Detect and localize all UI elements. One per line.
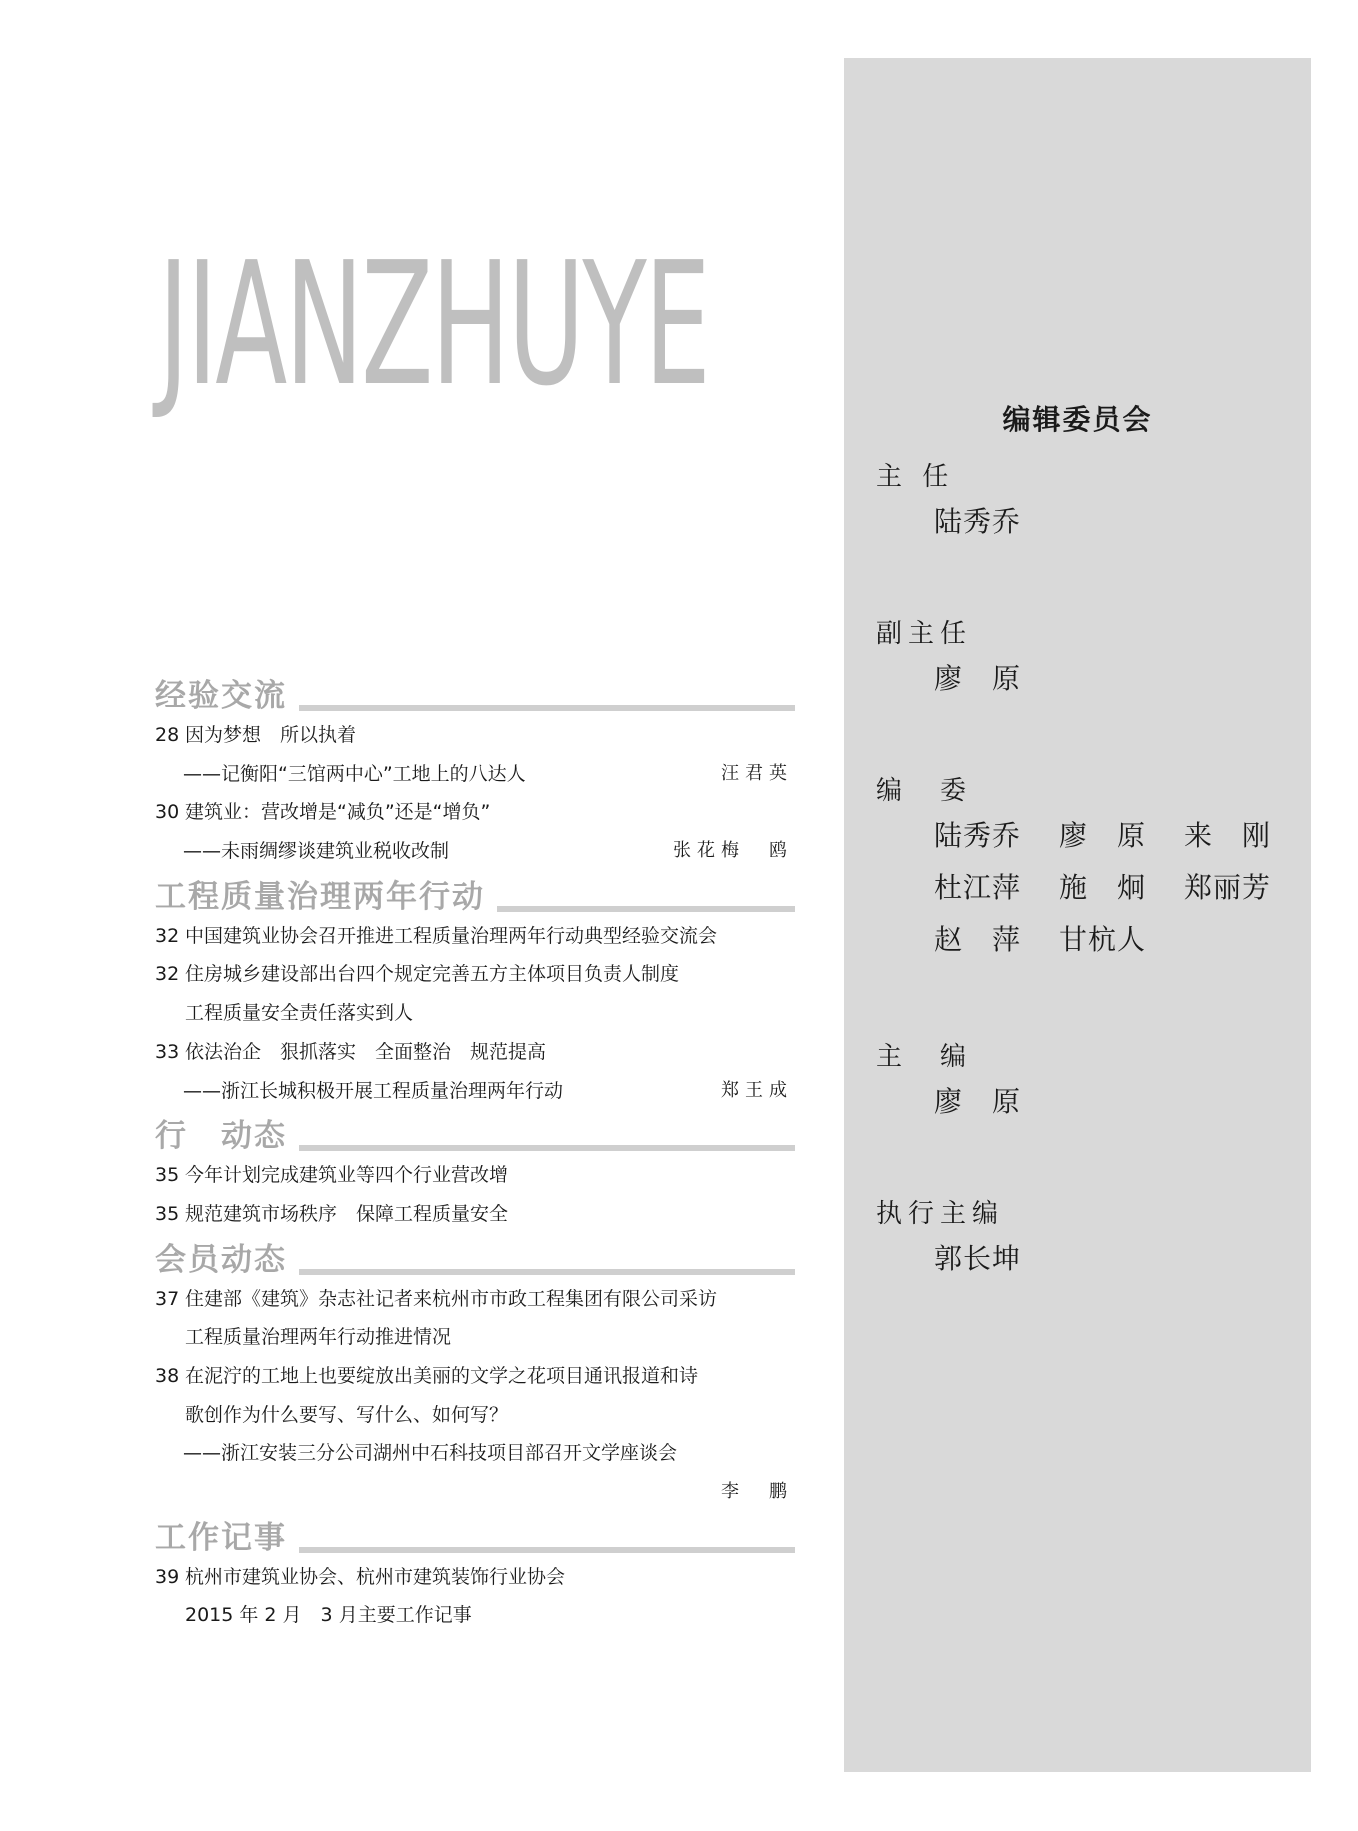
- entry-author: 张花梅 鸥: [673, 840, 793, 862]
- toc-entry: [155, 1318, 795, 1357]
- member-name: 郭长坤: [934, 1242, 1022, 1275]
- entry-title: 2015 年 2 月 3 月主要工作记事: [185, 1604, 472, 1627]
- board-role-label: 编 委: [876, 776, 973, 806]
- member-name: 廖 原: [1059, 819, 1147, 852]
- section-rule: [299, 705, 795, 711]
- member-name: 陆秀乔: [934, 819, 1022, 852]
- toc-entry: [155, 1072, 795, 1111]
- names-row: [934, 496, 1059, 548]
- toc-entry: [155, 1396, 795, 1435]
- page-number: 37: [155, 1287, 180, 1310]
- names-row: [934, 1233, 1059, 1285]
- member-name: 来 刚: [1184, 819, 1272, 852]
- page-number: 35: [155, 1164, 180, 1187]
- toc-entry: [155, 917, 795, 956]
- member-name: 陆秀乔: [934, 505, 1022, 538]
- board-role-names: [934, 496, 1059, 548]
- toc-section-header: [155, 1512, 795, 1558]
- toc-entry: [155, 1596, 795, 1635]
- board-role-names: [934, 1233, 1059, 1285]
- board-role-names: [934, 653, 1059, 705]
- entry-title: 杭州市建筑业协会、杭州市建筑装饰行业协会: [185, 1565, 566, 1588]
- editorial-board-panel: [844, 58, 1311, 1772]
- member-name: 郑丽芳: [1184, 871, 1272, 904]
- entry-author: 汪君英: [721, 762, 793, 784]
- toc-entry: [155, 1558, 795, 1597]
- entry-title: 在泥泞的工地上也要绽放出美丽的文学之花项目通讯报道和诗: [185, 1364, 699, 1387]
- section-title: 会员动态: [155, 1241, 287, 1278]
- page-number: 39: [155, 1565, 180, 1588]
- board-role-names: [934, 810, 1309, 966]
- names-row: [934, 810, 1309, 862]
- page-number: 35: [155, 1202, 180, 1225]
- section-title: 工程质量治理两年行动: [155, 878, 485, 915]
- toc-entry: [155, 955, 795, 994]
- page-number: 30: [155, 801, 180, 824]
- magazine-logo: JIANZHUYE: [158, 226, 709, 424]
- entry-title: 工程质量治理两年行动推进情况: [185, 1326, 452, 1349]
- toc-entry: [155, 1156, 795, 1195]
- names-row: [934, 862, 1309, 914]
- table-of-contents: [155, 670, 795, 1635]
- board-role-label: 主 编: [876, 1042, 973, 1072]
- entry-author: 李 鹏: [721, 1481, 793, 1502]
- section-title: 行 动态: [155, 1118, 287, 1155]
- board-role-label: 执行主编: [876, 1199, 1005, 1229]
- entry-title: 今年计划完成建筑业等四个行业营改增: [185, 1164, 509, 1187]
- section-rule: [299, 1269, 795, 1275]
- board-role-label: 副主任: [876, 619, 973, 649]
- entry-title: 住房城乡建设部出台四个规定完善五方主体项目负责人制度: [185, 963, 680, 986]
- page-number: 38: [155, 1364, 180, 1387]
- section-title: 经验交流: [155, 678, 287, 714]
- entry-title: 中国建筑业协会召开推进工程质量治理两年行动典型经验交流会: [185, 924, 718, 947]
- entry-title: ——未雨绸缪谈建筑业税收改制: [183, 840, 450, 863]
- toc-entry: [155, 1195, 795, 1234]
- section-rule: [299, 1547, 795, 1553]
- section-title: 工作记事: [155, 1519, 287, 1556]
- board-role-names: [934, 1076, 1059, 1128]
- page-number: 33: [155, 1040, 180, 1063]
- page-number: 28: [155, 724, 180, 746]
- toc-entry: [155, 793, 795, 832]
- entry-title: 歌创作为什么要写、写什么、如何写？: [185, 1403, 509, 1426]
- board-role-label: 主 任: [876, 462, 955, 492]
- member-name: 廖 原: [934, 662, 1022, 695]
- entry-title: ——浙江安装三分公司湖州中石科技项目部召开文学座谈会: [183, 1442, 678, 1465]
- toc-entry: [155, 755, 795, 794]
- toc-section-header: [155, 1110, 795, 1156]
- section-rule: [299, 1145, 795, 1151]
- names-row: [934, 914, 1309, 966]
- toc-section-header: [155, 670, 795, 716]
- toc-entry: [155, 716, 795, 755]
- entry-author: 郑王成: [721, 1079, 793, 1101]
- toc-entry: [155, 1434, 795, 1473]
- member-name: 杜江萍: [934, 871, 1022, 904]
- page-number: 32: [155, 963, 180, 986]
- entry-title: 规范建筑市场秩序 保障工程质量安全: [185, 1202, 509, 1225]
- toc-entry: [155, 1473, 795, 1512]
- entry-title: 住建部《建筑》杂志社记者来杭州市市政工程集团有限公司采访: [185, 1287, 718, 1310]
- member-name: 甘杭人: [1059, 923, 1147, 956]
- section-rule: [497, 906, 795, 912]
- toc-section-header: [155, 871, 795, 917]
- entry-title: 依法治企 狠抓落实 全面整治 规范提高: [185, 1040, 547, 1063]
- toc-entry: [155, 1280, 795, 1319]
- member-name: 廖 原: [934, 1085, 1022, 1118]
- toc-entry: [155, 1357, 795, 1396]
- entry-title: ——浙江长城积极开展工程质量治理两年行动: [183, 1079, 564, 1102]
- toc-entry: [155, 1033, 795, 1072]
- entry-title: 因为梦想 所以执着: [185, 724, 357, 746]
- names-row: [934, 653, 1059, 705]
- toc-section-header: [155, 1234, 795, 1280]
- names-row: [934, 1076, 1059, 1128]
- entry-title: ——记衡阳“三馆两中心”工地上的八达人: [183, 762, 526, 785]
- entry-title: 工程质量安全责任落实到人: [185, 1002, 414, 1025]
- board-title: 编辑委员会: [1002, 403, 1153, 436]
- member-name: 施 炯: [1059, 871, 1147, 904]
- page-number: 32: [155, 924, 180, 947]
- toc-entry: [155, 832, 795, 871]
- entry-title: 建筑业：营改增是“减负”还是“增负”: [185, 801, 491, 824]
- member-name: 赵 萍: [934, 923, 1022, 956]
- toc-entry: [155, 994, 795, 1033]
